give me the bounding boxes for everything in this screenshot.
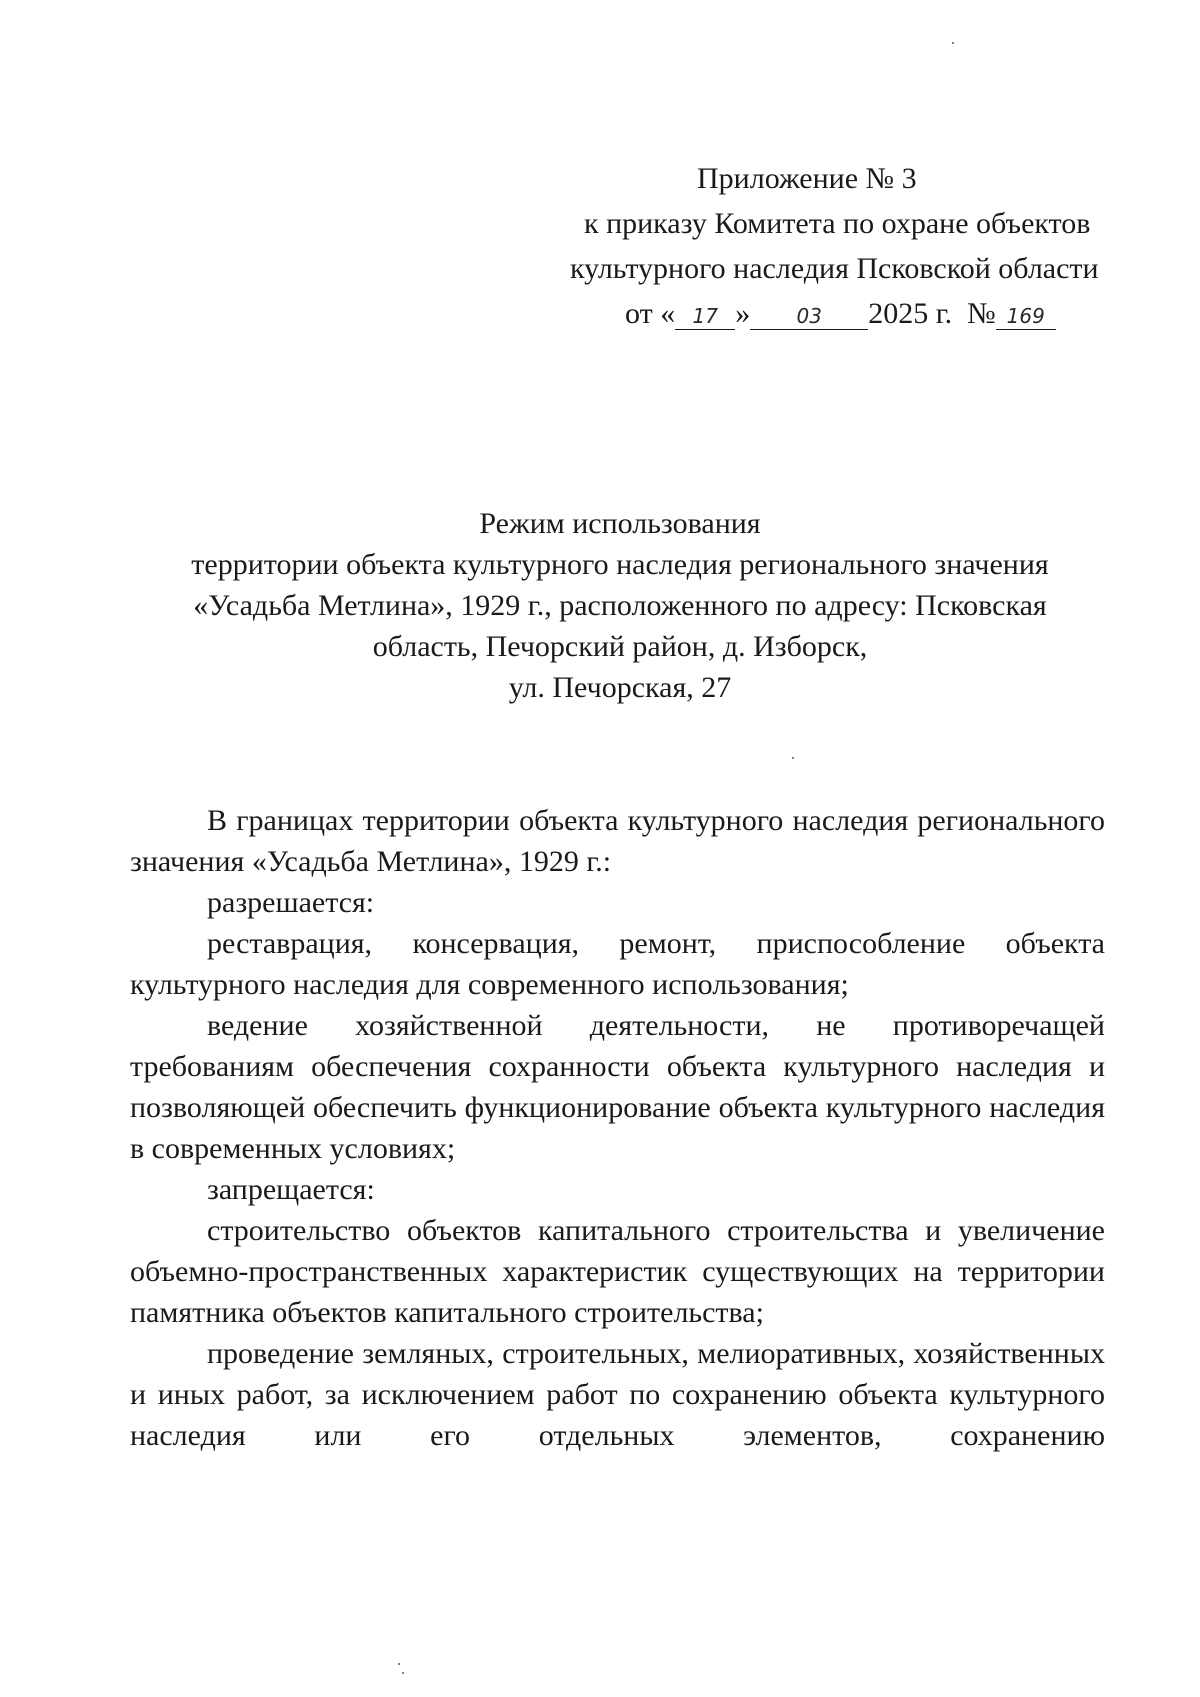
scan-speck	[398, 1663, 400, 1665]
date-mid: »	[735, 297, 751, 330]
title-line-4: область, Печорский район, д. Изборск,	[372, 630, 868, 663]
scan-speck	[952, 42, 954, 44]
handwritten-number: 169	[996, 303, 1056, 330]
scan-speck	[792, 757, 794, 759]
number-label: №	[967, 297, 996, 330]
date-prefix: от «	[625, 297, 676, 330]
title-line-5: ул. Печорская, 27	[508, 671, 732, 704]
document-title	[140, 503, 1100, 708]
appendix-committee: культурного наследия Псковской области	[570, 252, 1099, 285]
allowed-item-2: ведение хозяйственной деятельности, не противоречащей требованиям обеспечения сохранности объекта культурного наследия и позволяющей обеспечить функционирование объекта культурного наследия в современных условиях;	[130, 1009, 1105, 1165]
handwritten-day: 17	[675, 303, 735, 330]
allowed-heading: разрешается:	[207, 886, 375, 919]
appendix-date-line	[570, 291, 1130, 336]
intro-paragraph: В границах территории объекта культурного наследия регионального значения «Усадьба Метлина», 1929 г.:	[130, 804, 1105, 878]
allowed-item-1: реставрация, консервация, ремонт, приспособление объекта культурного наследия для современного использования;	[130, 927, 1105, 1001]
appendix-order-ref: к приказу Комитета по охране объектов	[584, 207, 1091, 240]
year-text: 2025 г.	[868, 297, 953, 330]
document-body	[130, 800, 1105, 1456]
title-line-2: территории объекта культурного наследия регионального значения	[191, 548, 1049, 581]
handwritten-month: 03	[750, 303, 868, 330]
forbidden-item-1: строительство объектов капитального строительства и увеличение объемно-пространственных характеристик существующих на территории памятника объектов капитального строительства;	[130, 1214, 1105, 1329]
title-line-1: Режим использования	[479, 507, 761, 540]
forbidden-heading: запрещается:	[207, 1173, 375, 1206]
appendix-header	[570, 156, 1130, 336]
appendix-title: Приложение № 3	[697, 162, 917, 195]
title-line-3: «Усадьба Метлина», 1929 г., расположенного по адресу: Псковская	[193, 589, 1047, 622]
forbidden-item-2: проведение земляных, строительных, мелиоративных, хозяйственных и иных работ, за исключением работ по сохранению объекта культурного наследия или его отдельных элементов, сохранению	[130, 1337, 1105, 1452]
scan-speck	[402, 1672, 404, 1674]
